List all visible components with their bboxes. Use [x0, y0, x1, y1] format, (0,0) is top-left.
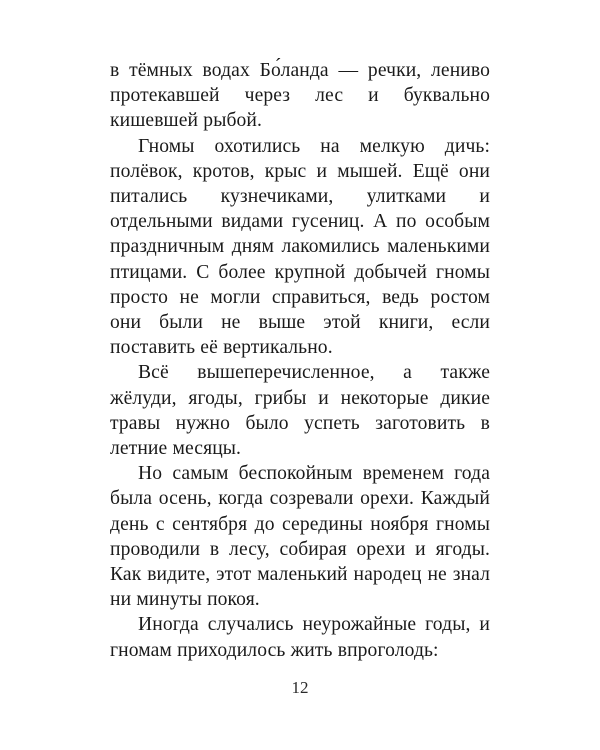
page-text-block — [110, 58, 490, 663]
paragraph-3: Всё вышеперечисленное, а также жёлуди, ягоды, грибы и некоторые дикие травы нужно было успеть заготовить в летние месяцы. — [110, 362, 490, 460]
paragraph-1: в тёмных водах Бо́ланда — речки, лениво протекавшей через лес и буквально кишевшей рыбой. — [110, 60, 490, 132]
page-number: 12 — [291, 678, 309, 697]
paragraph-2: Гномы охотились на мелкую дичь: полёвок, кротов, крыс и мышей. Ещё они питались кузнечиками, улитками и отдельными видами гусениц. А по особым праздничным дням лакомились маленькими птицами. С более крупной добычей гномы просто не могли справиться, ведь ростом они были не выше этой книги, если поставить её вертикально. — [110, 135, 490, 359]
paragraph-5: Иногда случались неурожайные годы, и гномам приходилось жить впроголодь: — [110, 614, 490, 661]
paragraph-4: Но самым беспокойным временем года была осень, когда созревали орехи. Каждый день с сентября до середины ноября гномы проводили в лесу, собирая орехи и ягоды. Как видите, этот маленький народец не знал ни минуты покоя. — [110, 463, 490, 611]
